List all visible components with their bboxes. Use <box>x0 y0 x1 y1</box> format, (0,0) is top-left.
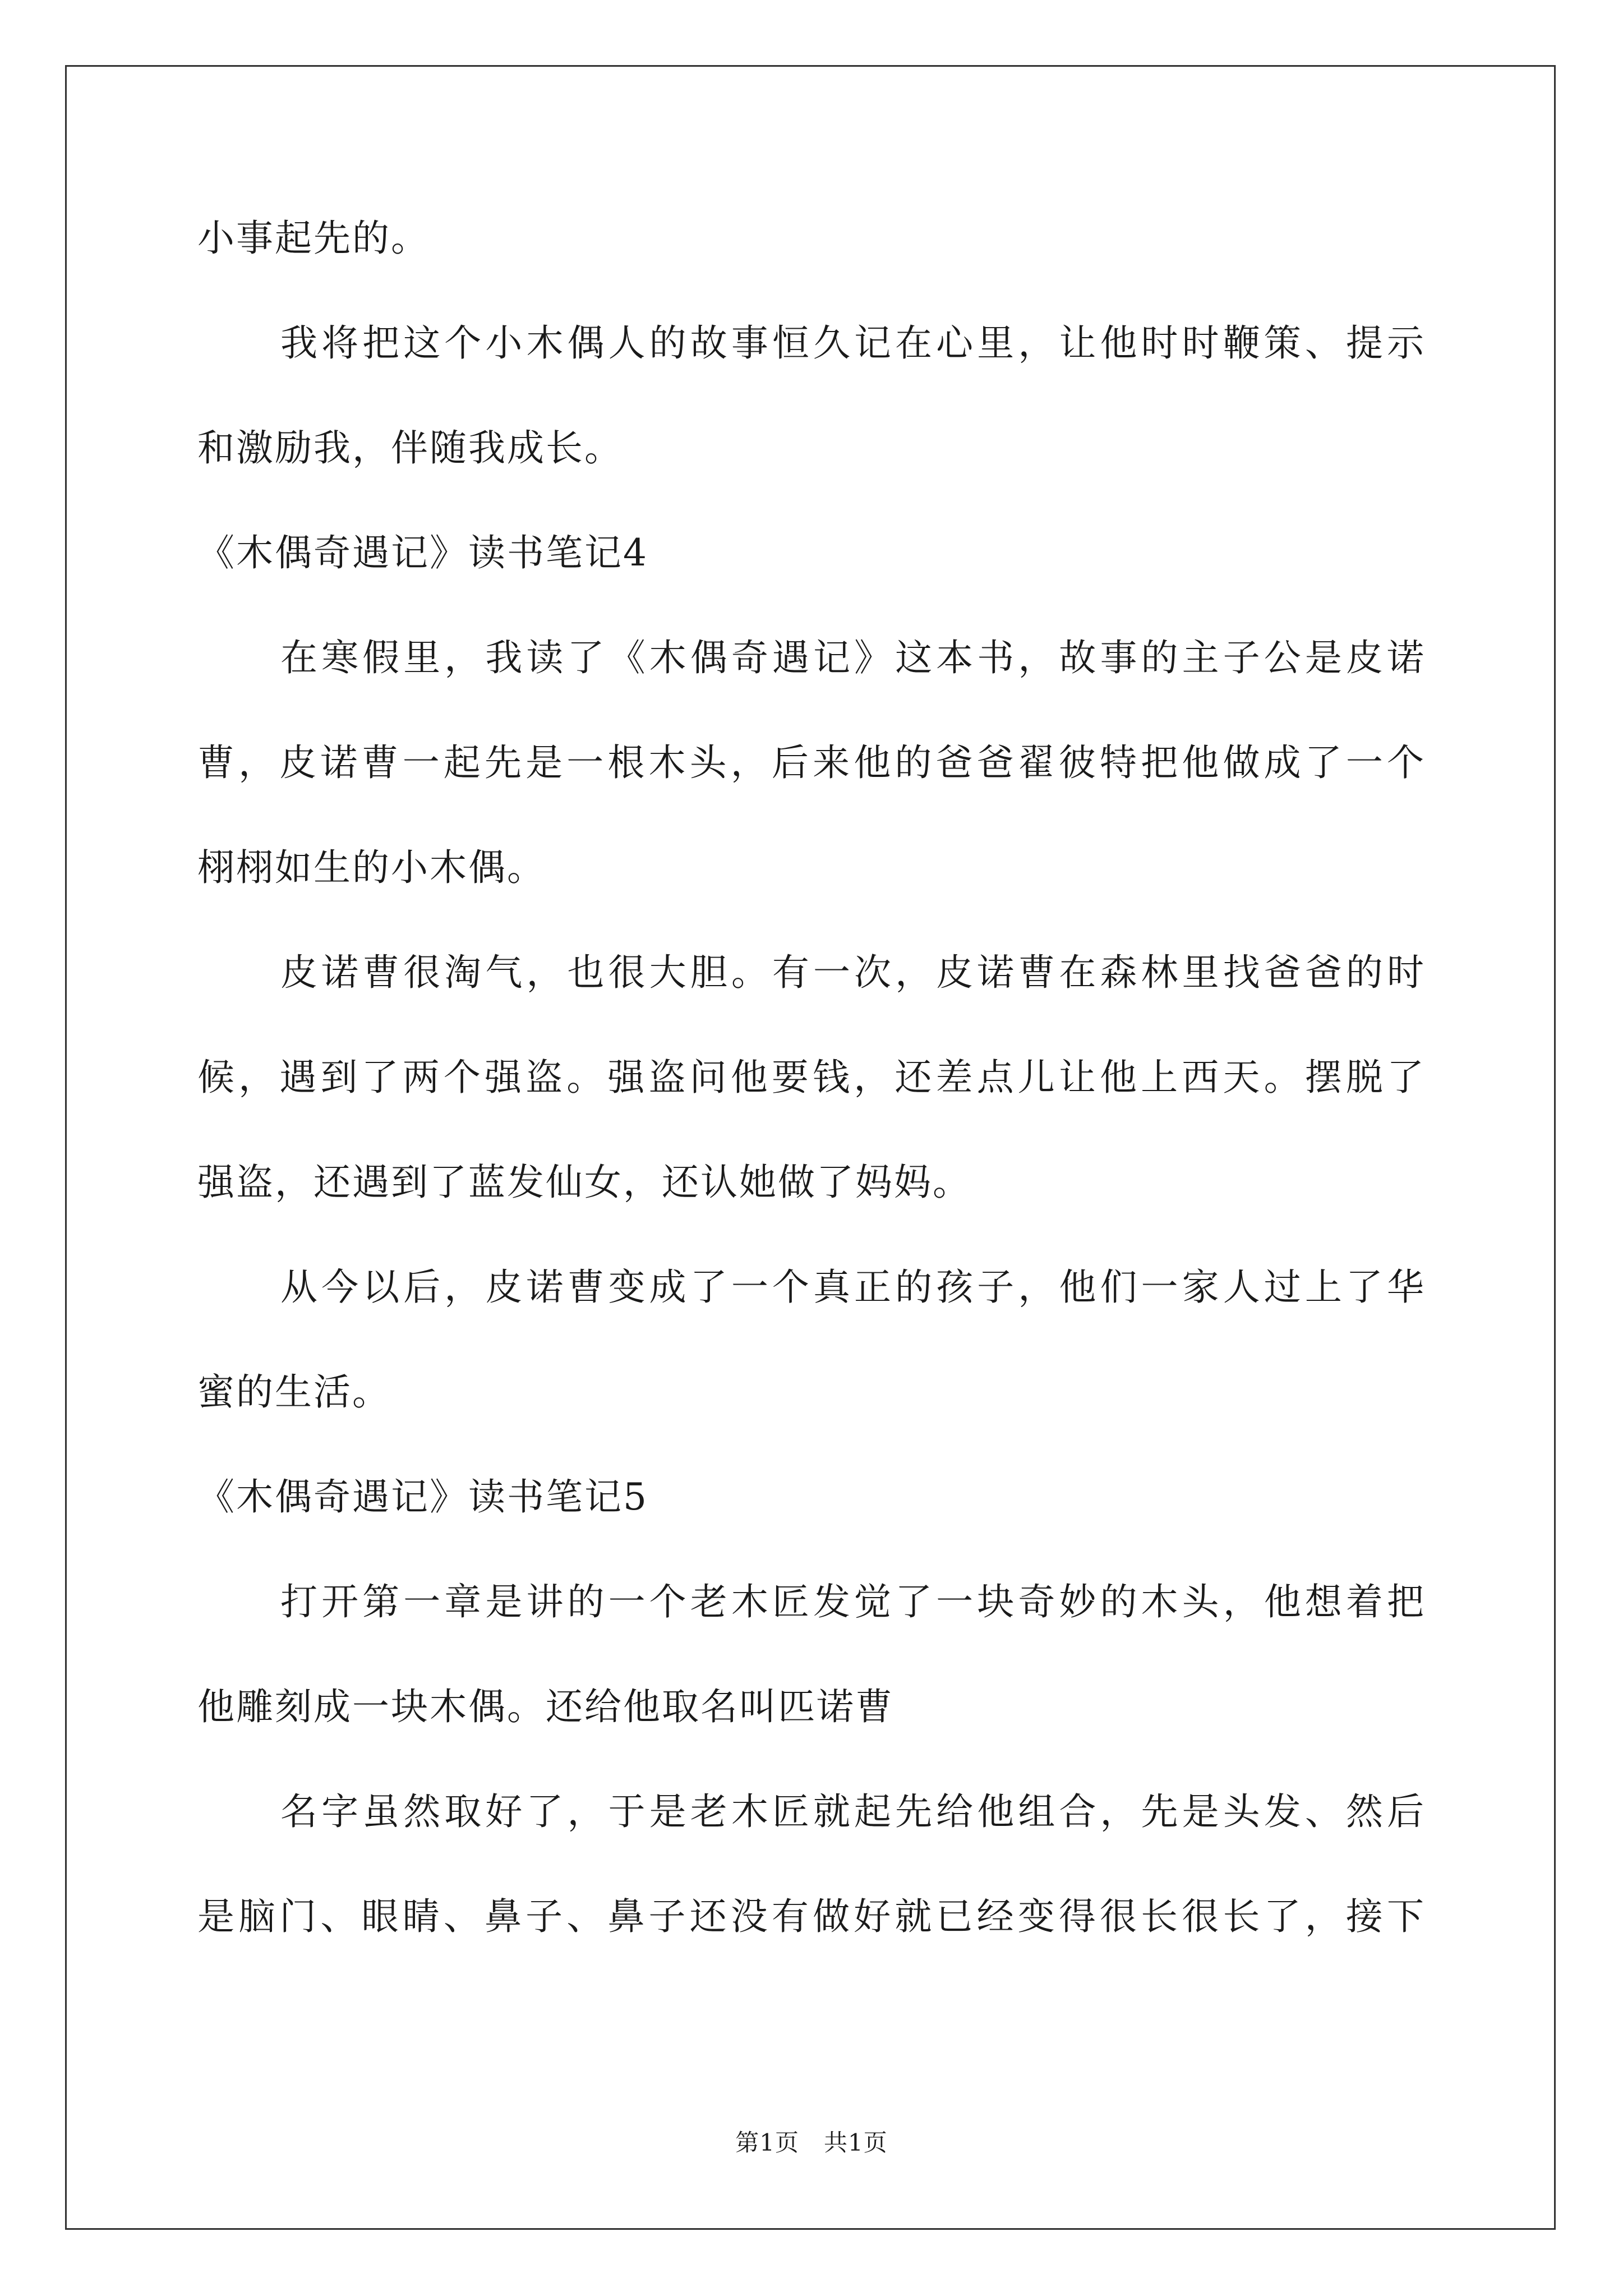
section-heading: 《木偶奇遇记》读书笔记5 <box>197 1475 648 1519</box>
page-total: 共1页 <box>824 2129 888 2156</box>
paragraph-line: 栩栩如生的小木偶。 <box>197 846 546 889</box>
paragraph-line: 是脑门、眼睛、鼻子、鼻子还没有做好就已经变得很长很长了，接下 <box>197 1895 1426 1938</box>
paragraph-line: 他雕刻成一块木偶。还给他取名叫匹诺曹 <box>197 1685 894 1728</box>
paragraph-line: 蜜的生活。 <box>197 1370 391 1414</box>
page-number: 第1页 <box>735 2129 799 2156</box>
paragraph-line: 强盗，还遇到了蓝发仙女，还认她做了妈妈。 <box>197 1161 971 1204</box>
paragraph-line: 名字虽然取好了，于是老木匠就起先给他组合，先是头发、然后 <box>280 1790 1426 1833</box>
page-footer <box>0 2126 1623 2160</box>
section-heading: 《木偶奇遇记》读书笔记4 <box>197 531 648 574</box>
paragraph-line: 我将把这个小木偶人的故事恒久记在心里，让他时时鞭策、提示 <box>280 321 1426 365</box>
paragraph-line: 和激励我，伴随我成长。 <box>197 426 623 470</box>
paragraph-line: 小事起先的。 <box>197 217 430 260</box>
paragraph-line: 打开第一章是讲的一个老木匠发觉了一块奇妙的木头，他想着把 <box>280 1580 1426 1623</box>
paragraph-line: 曹，皮诺曹一起先是一根木头，后来他的爸爸翟彼特把他做成了一个 <box>197 741 1426 784</box>
paragraph-line: 皮诺曹很淘气，也很大胆。有一次，皮诺曹在森林里找爸爸的时 <box>280 951 1426 994</box>
paragraph-line: 从今以后，皮诺曹变成了一个真正的孩子，他们一家人过上了华 <box>280 1266 1426 1309</box>
paragraph-line: 在寒假里，我读了《木偶奇遇记》这本书，故事的主子公是皮诺 <box>280 636 1426 679</box>
paragraph-line: 候，遇到了两个强盗。强盗问他要钱，还差点儿让他上西天。摆脱了 <box>197 1056 1426 1099</box>
